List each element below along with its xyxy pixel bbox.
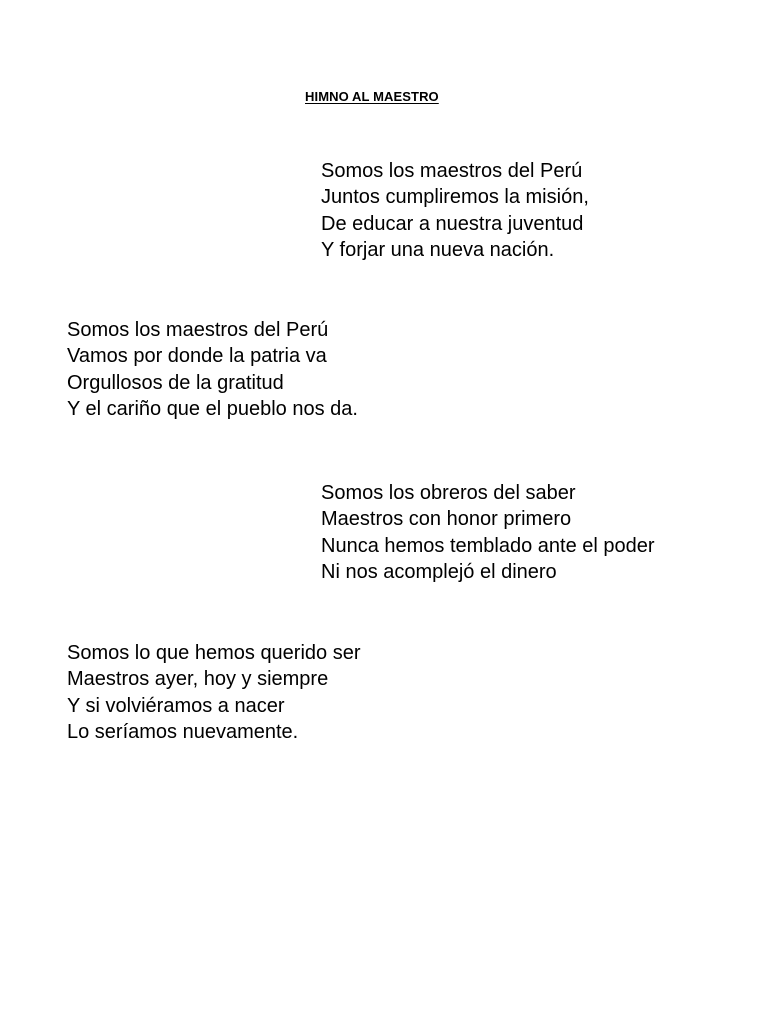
stanza-line: Vamos por donde la patria va — [67, 345, 327, 368]
stanza-1 — [321, 158, 589, 263]
stanza-4 — [67, 640, 361, 745]
stanza-line: Juntos cumpliremos la misión, — [321, 186, 589, 209]
stanza-line: Somos los obreros del saber — [321, 482, 576, 504]
stanza-line: Ni nos acomplejó el dinero — [321, 560, 557, 583]
stanza-line: Y si volviéramos a nacer — [67, 694, 285, 717]
stanza-line: Maestros ayer, hoy y siempre — [67, 668, 329, 691]
stanza-line: Orgullosos de la gratitud — [67, 371, 284, 394]
stanza-line: Y el cariño que el pueblo nos da. — [67, 397, 358, 420]
stanza-line: Somos los maestros del Perú — [321, 160, 583, 182]
stanza-line: Lo seríamos nuevamente. — [67, 720, 299, 743]
stanza-line: Nunca hemos temblado ante el poder — [321, 534, 655, 557]
stanza-line: Somos lo que hemos querido ser — [67, 642, 361, 664]
stanza-line: Maestros con honor primero — [321, 508, 572, 531]
stanza-2 — [67, 317, 358, 422]
stanza-line: Somos los maestros del Perú — [67, 319, 329, 341]
stanza-3 — [321, 480, 655, 585]
document-title: HIMNO AL MAESTRO — [305, 89, 439, 104]
stanza-line: De educar a nuestra juventud — [321, 212, 584, 235]
stanza-line: Y forjar una nueva nación. — [321, 238, 555, 261]
